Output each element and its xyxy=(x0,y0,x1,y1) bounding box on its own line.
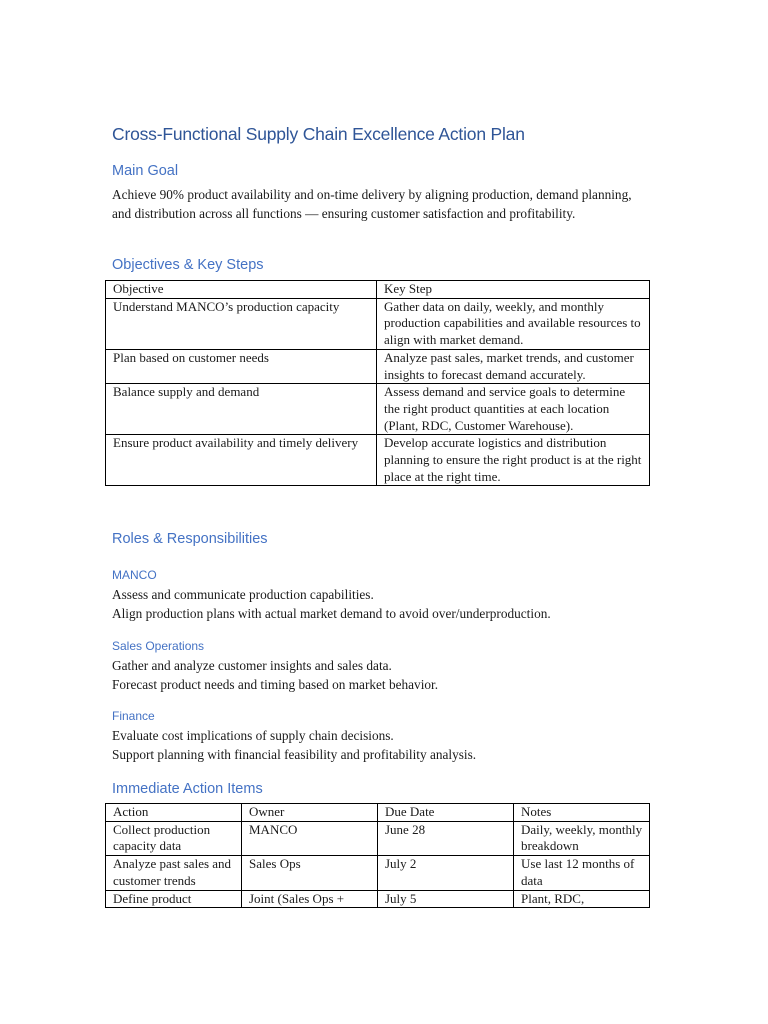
objective-cell: Ensure product availability and timely delivery xyxy=(106,435,377,486)
table-row xyxy=(106,384,650,435)
key-step-cell: Gather data on daily, weekly, and monthly production capabilities and available resources to align with market demand. xyxy=(377,298,650,349)
main-goal-text: Achieve 90% product availability and on-time delivery by aligning production, demand planning, and distribution across all functions — ensuring customer satisfaction and profitability. xyxy=(112,187,632,221)
objectives-heading: Objectives & Key Steps xyxy=(112,257,264,273)
table-row xyxy=(106,821,650,855)
action-cell: Analyze past sales and customer trends xyxy=(106,856,242,890)
header-cell: Action xyxy=(106,804,242,822)
owner-cell: MANCO xyxy=(242,821,378,855)
table-header-row xyxy=(106,804,650,822)
due-date-cell: June 28 xyxy=(378,821,514,855)
table-row xyxy=(106,435,650,486)
action-items-table xyxy=(105,803,650,908)
role-responsibility: Gather and analyze customer insights and sales data. xyxy=(112,658,392,673)
action-cell: Define product xyxy=(106,890,242,908)
objectives-table xyxy=(105,280,650,486)
objective-cell: Plan based on customer needs xyxy=(106,349,377,383)
owner-cell: Sales Ops xyxy=(242,856,378,890)
table-row xyxy=(106,856,650,890)
notes-cell: Plant, RDC, xyxy=(514,890,650,908)
key-step-cell: Analyze past sales, market trends, and customer insights to forecast demand accurately. xyxy=(377,349,650,383)
due-date-cell: July 5 xyxy=(378,890,514,908)
table-header-row xyxy=(106,281,650,299)
table-row xyxy=(106,890,650,908)
role-responsibility: Support planning with financial feasibility and profitability analysis. xyxy=(112,747,477,762)
table-row xyxy=(106,349,650,383)
role-responsibility: Forecast product needs and timing based on market behavior. xyxy=(112,677,439,692)
table-row xyxy=(106,298,650,349)
header-cell: Due Date xyxy=(378,804,514,822)
role-responsibility: Evaluate cost implications of supply chain decisions. xyxy=(112,728,394,743)
objective-cell: Understand MANCO’s production capacity xyxy=(106,298,377,349)
objective-cell: Balance supply and demand xyxy=(106,384,377,435)
role-responsibility: Align production plans with actual market demand to avoid over/underproduction. xyxy=(112,606,551,621)
page-title: Cross-Functional Supply Chain Excellence Action Plan xyxy=(112,124,525,144)
key-step-cell: Assess demand and service goals to determine the right product quantities at each location (Plant, RDC, Customer Warehouse). xyxy=(377,384,650,435)
header-cell: Objective xyxy=(106,281,377,299)
action-cell: Collect production capacity data xyxy=(106,821,242,855)
due-date-cell: July 2 xyxy=(378,856,514,890)
notes-cell: Use last 12 months of data xyxy=(514,856,650,890)
role-responsibility: Assess and communicate production capabilities. xyxy=(112,587,374,602)
main-goal-heading: Main Goal xyxy=(112,163,179,179)
header-cell: Key Step xyxy=(377,281,650,299)
key-step-cell: Develop accurate logistics and distribution planning to ensure the right product is at the right place at the right time. xyxy=(377,435,650,486)
action-items-heading: Immediate Action Items xyxy=(112,781,263,797)
role-name-sales-operations: Sales Operations xyxy=(112,639,205,653)
header-cell: Owner xyxy=(242,804,378,822)
notes-cell: Daily, weekly, monthly breakdown xyxy=(514,821,650,855)
header-cell: Notes xyxy=(514,804,650,822)
role-name-manco: MANCO xyxy=(112,568,157,582)
role-name-finance: Finance xyxy=(112,709,155,723)
owner-cell: Joint (Sales Ops + xyxy=(242,890,378,908)
roles-heading: Roles & Responsibilities xyxy=(112,531,268,547)
